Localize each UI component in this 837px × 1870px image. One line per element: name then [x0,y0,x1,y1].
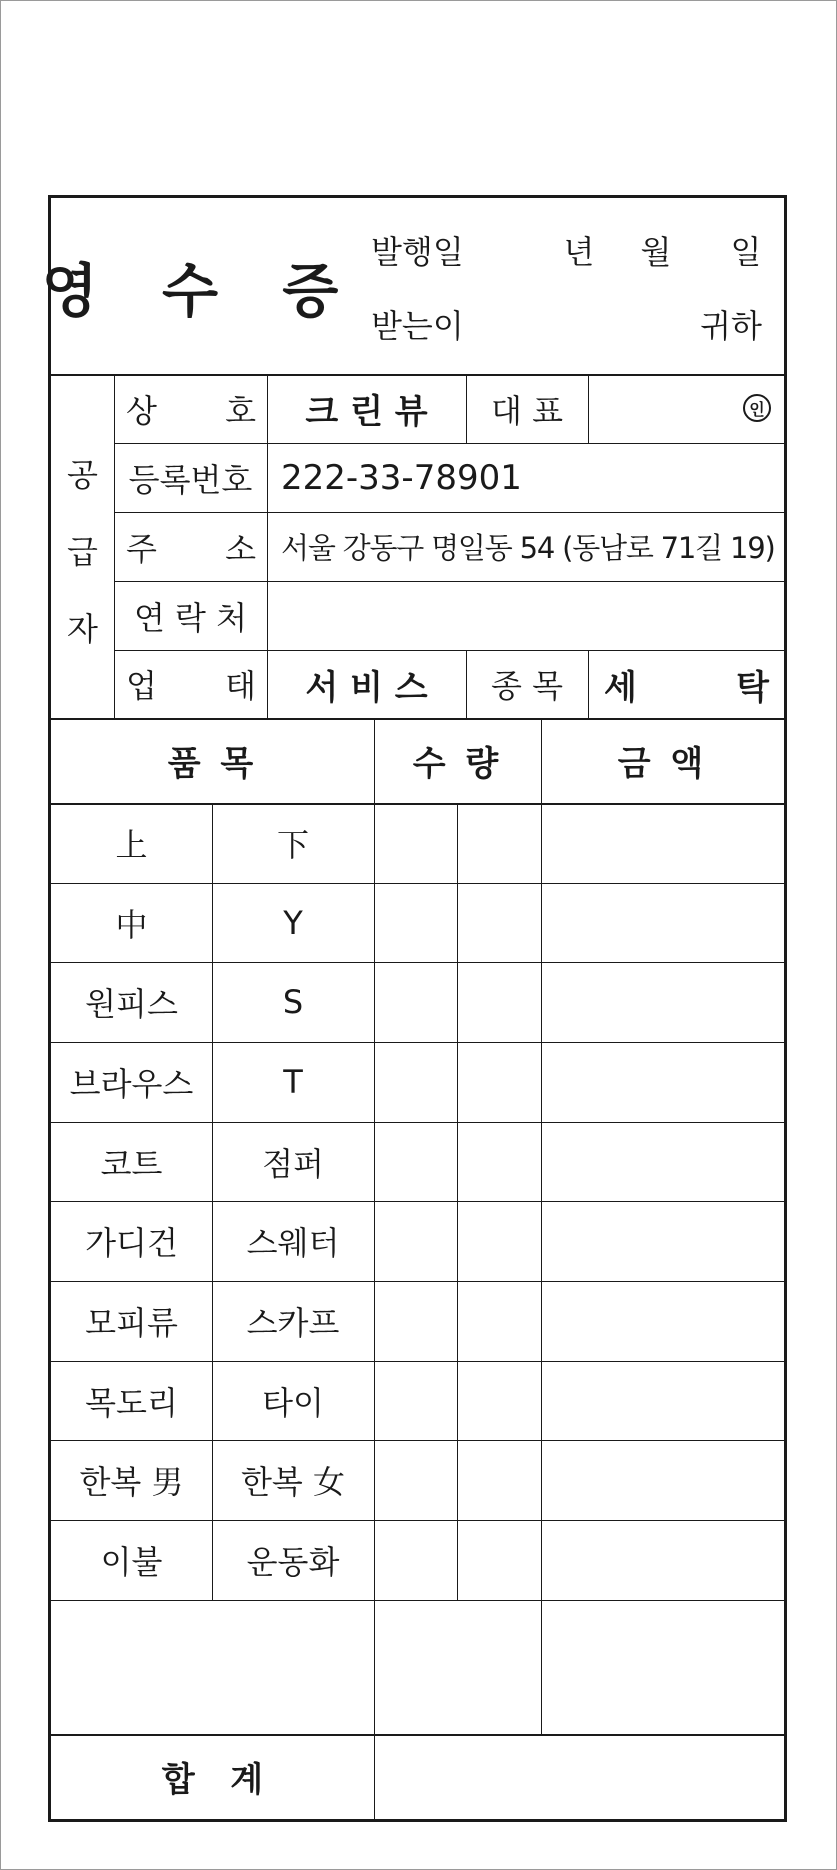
table-row-item-left: 모피류 [85,1304,178,1342]
business-item-label: 종 목 [491,667,563,705]
business-item-value-1: 세 [604,667,637,708]
table-row-item-left: 가디건 [85,1224,178,1262]
recipient-label: 받는이 [371,307,464,345]
supplier-label-3: 자 [67,610,98,648]
supplier-label-2: 급 [67,533,98,571]
divider [51,1600,784,1601]
seal-mark: 인 [743,394,771,422]
table-row-item-left: 브라우스 [69,1065,194,1103]
contact-label: 연 락 처 [133,598,248,637]
business-type-label-1: 업 [126,667,157,705]
business-item-value [604,650,769,718]
table-row-item-left: 이불 [100,1543,163,1581]
address-label-1: 주 [126,529,157,568]
table-row-item-left: 한복 男 [79,1463,184,1501]
total-label: 합 계 [161,1760,264,1800]
table-row-item-right: 타이 [262,1383,324,1422]
table-row-item-right: 운동화 [246,1543,340,1581]
business-item-value-2: 탁 [736,667,769,708]
table-row-item-left: 中 [115,905,148,944]
trade-name-label-1: 상 [126,391,157,430]
table-row-item-left: 上 [115,826,148,864]
business-type-label-2: 태 [225,667,256,705]
business-type-value: 서 비 스 [305,667,428,708]
divider [588,374,589,443]
address-value: 서울 강동구 명일동 54 (동남로 71길 19) [281,531,775,565]
honorific-label: 귀하 [700,307,762,345]
receipt-form [41,195,787,1822]
table-row-item-right: 스카프 [246,1304,340,1342]
address-label [126,512,256,581]
contact-value [281,581,761,650]
representative-label: 대 표 [491,391,563,430]
divider [541,718,542,1734]
trade-name-label [126,374,256,443]
table-row-item-right: 한복 女 [241,1463,345,1501]
quantity-header: 수 량 [412,744,503,784]
issue-date-label: 발행일 [371,233,464,271]
divider [114,374,115,718]
amount-header: 금 액 [617,744,708,784]
address-label-2: 소 [225,529,256,568]
table-row-item-right: Y [283,903,303,942]
table-row-item-right: 점퍼 [262,1144,324,1183]
registration-value: 222-33-78901 [281,457,522,498]
trade-name-value: 크 린 뷰 [305,392,428,432]
table-row-item-right: T [283,1063,303,1101]
registration-label: 등록번호 [128,460,253,499]
trade-name-label-2: 호 [225,391,256,430]
table-row-item-left: 목도리 [85,1383,178,1422]
day-label: 일 [730,233,762,271]
supplier-label-1: 공 [67,456,98,494]
receipt-title: 영 수 증 [41,257,361,325]
item-header: 품 목 [167,744,258,784]
table-row-item-left: 코트 [100,1144,163,1183]
table-row-item-right: S [282,983,304,1021]
divider [588,650,589,718]
business-type-label [126,650,256,718]
year-label: 년 [563,233,595,271]
table-row-item-left: 원피스 [85,985,178,1023]
month-label: 월 [640,233,672,271]
table-row-item-right: 스웨터 [246,1224,340,1262]
table-row-item-right: 下 [276,826,309,864]
